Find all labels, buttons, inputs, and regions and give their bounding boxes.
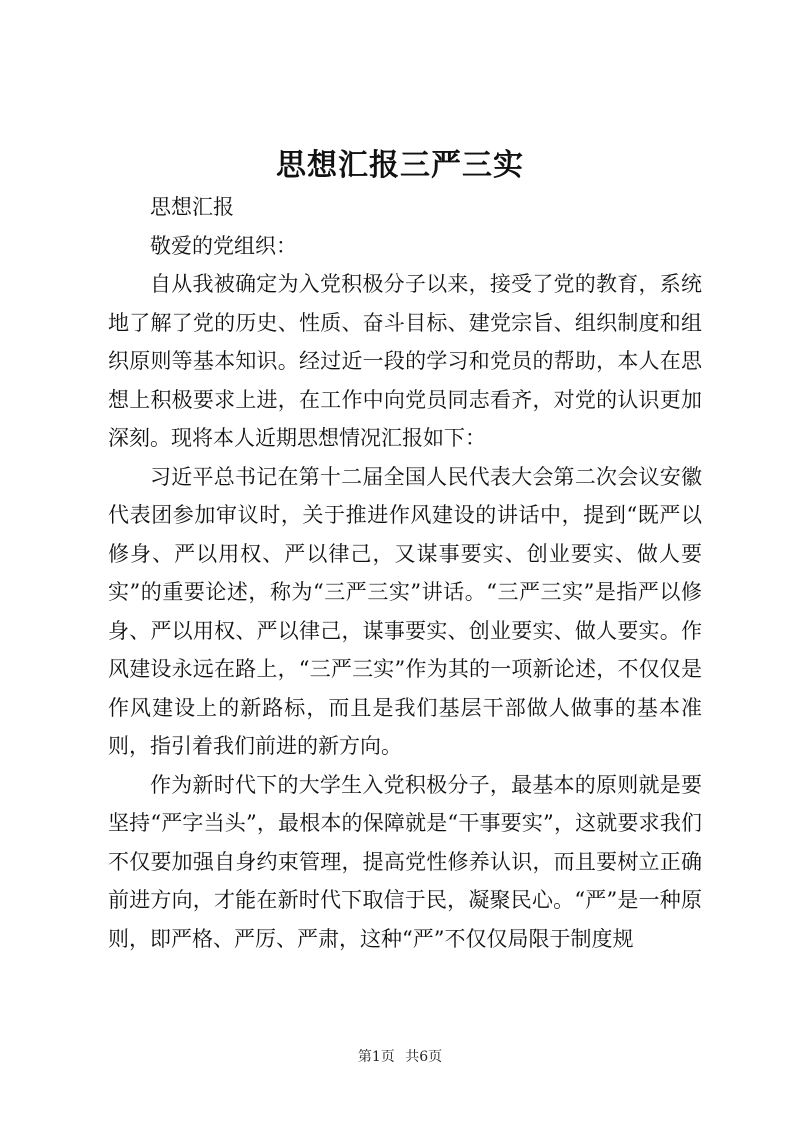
paragraph-2: 习近平总书记在第十二届全国人民代表大会第二次会议安徽代表团参加审议时，关于推进作风建设的讲话中，提到“既严以修身、严以用权、严以律己，又谋事要实、创业要实、做人要实”的重要论述，称为“三严三实”讲话。“三严三实”是指严以修身、严以用权、严以律己，谋事要实、创业要实、做人要实。作风建设永远在路上，“三严三实”作为其的一项新论述，不仅仅是作风建设上的新路标，而且是我们基层干部做人做事的基本准则，指引着我们前进的新方向。 (108, 464, 702, 758)
paragraph-1: 自从我被确定为入党积极分子以来，接受了党的教育，系统地了解了党的历史、性质、奋斗目标、建党宗旨、组织制度和组织原则等基本知识。经过近一段的学习和党员的帮助，本人在思想上积极要求上进，在工作中向党员同志看齐，对党的认识更加深刻。现将本人近期思想情况汇报如下： (108, 272, 702, 450)
document-title: 思想汇报三严三实 (276, 148, 524, 183)
salutation: 敬爱的党组织： (150, 233, 297, 258)
document-body (108, 188, 702, 958)
page-footer (0, 1046, 800, 1066)
paragraph-3: 作为新时代下的大学生入党积极分子，最基本的原则就是要坚持“严字当头”，最根本的保障就是“干事要实”，这就要求我们不仅要加强自身约束管理，提高党性修养认识，而且要树立正确前进方向，才能在新时代下取信于民，凝聚民心。“严”是一种原则，即严格、严厉、严肃，这种“严”不仅仅局限于制度规 (108, 772, 702, 951)
page-total: 共6页 (405, 1049, 443, 1065)
page-number: 第1页 (357, 1049, 395, 1065)
section-heading: 思想汇报 (150, 195, 234, 219)
